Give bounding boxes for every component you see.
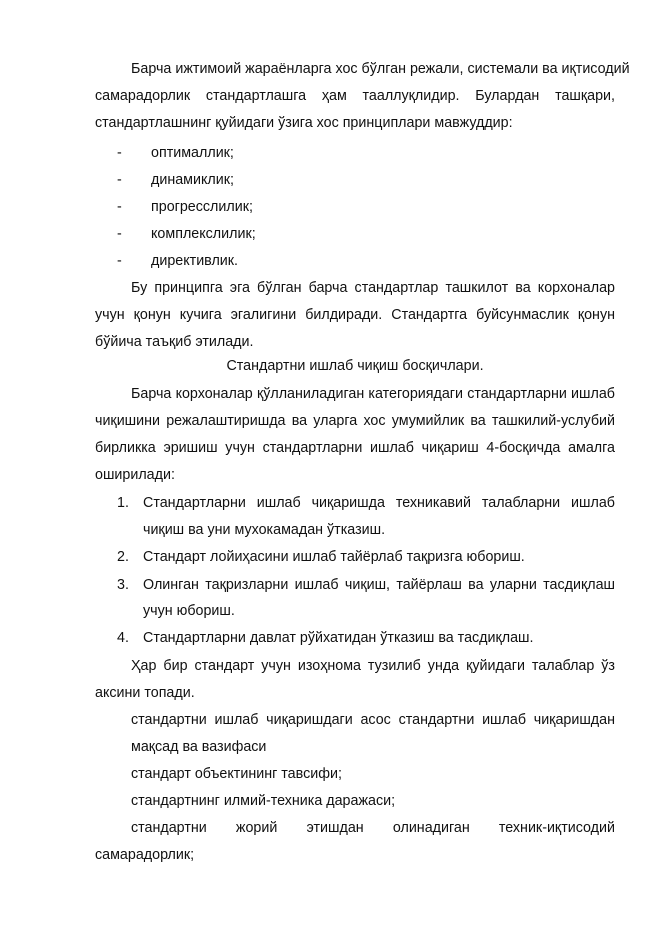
intro-line-1: Барча ижтимоий жараёнларга хос бўлган режали, системали ва иқтисодий [131,61,630,77]
step-text: Стандартларни ишлаб чиқаришда техникавий талабларни ишлаб [143,495,615,511]
list-marker: - [117,226,122,242]
step-text: Стандартларни давлат рўйхатидан ўтказиш ва тасдиқлаш. [143,630,534,646]
step-number: 3. [117,577,129,593]
step-number: 2. [117,549,129,565]
requirement-line: мақсад ва вазифаси [131,739,267,755]
intro-line-3: стандартлашнинг қуйидаги ўзига хос принциплари мавжуддир: [95,115,513,131]
para3-line-3: бирликка эришиш учун стандартларни ишлаб чиқариш 4-босқичда амалга [95,440,615,456]
para2-line-3: бўйича таъқиб этилади. [95,334,254,350]
principle-item: динамиклик; [151,172,234,188]
para4-line-1: Ҳар бир стандарт учун изоҳнома тузилиб унда қуйидаги талаблар ўз [131,658,615,674]
requirement-line: стандартнинг илмий-техника даражаси; [131,793,396,809]
section-title: Стандартни ишлаб чиқиш босқичлари. [226,358,484,374]
step-text: Стандарт лойиҳасини ишлаб тайёрлаб тақризга юбориш. [143,549,525,565]
step-text-cont: чиқиш ва уни мухокамадан ўтказиш. [143,522,386,538]
list-marker: - [117,199,122,215]
step-number: 4. [117,630,129,646]
para2-line-2: учун қонун кучига эгалигини билдиради. Стандартга буйсунмаслик қонун [95,307,615,323]
requirement-line: самарадорлик; [95,847,195,863]
requirement-line: стандартни ишлаб чиқаришдаги асос стандартни ишлаб чиқаришдан [131,712,615,728]
step-text: Олинган тақризларни ишлаб чиқиш, тайёрлаш ва уларни тасдиқлаш [143,577,615,593]
para3-line-2: чиқишини режалаштиришда ва уларга хос умумийлик ва ташкилий-услубий [95,413,615,429]
requirement-line: стандарт объектининг тавсифи; [131,766,342,782]
para3-line-1: Барча корхоналар қўлланиладиган категориядаги стандартларни ишлаб [131,386,615,402]
principle-item: директивлик. [151,253,239,269]
requirement-line: стандартни жорий этишдан олинадиган техник-иқтисодий [131,820,615,836]
principle-item: прогресслилик; [151,199,253,215]
step-text-cont: учун юбориш. [143,603,235,619]
principle-item: комплекслилик; [151,226,256,242]
para4-line-2: аксини топади. [95,685,195,701]
para3-line-4: оширилади: [95,467,175,483]
para2-line-1: Бу принципга эга бўлган барча стандартлар ташкилот ва корхоналар [131,280,615,296]
step-number: 1. [117,495,129,511]
list-marker: - [117,172,122,188]
principle-item: оптималлик; [151,145,234,161]
list-marker: - [117,145,122,161]
list-marker: - [117,253,122,269]
intro-line-2: самарадорлик стандартлашга ҳам тааллуқлидир. Булардан ташқари, [95,88,615,104]
